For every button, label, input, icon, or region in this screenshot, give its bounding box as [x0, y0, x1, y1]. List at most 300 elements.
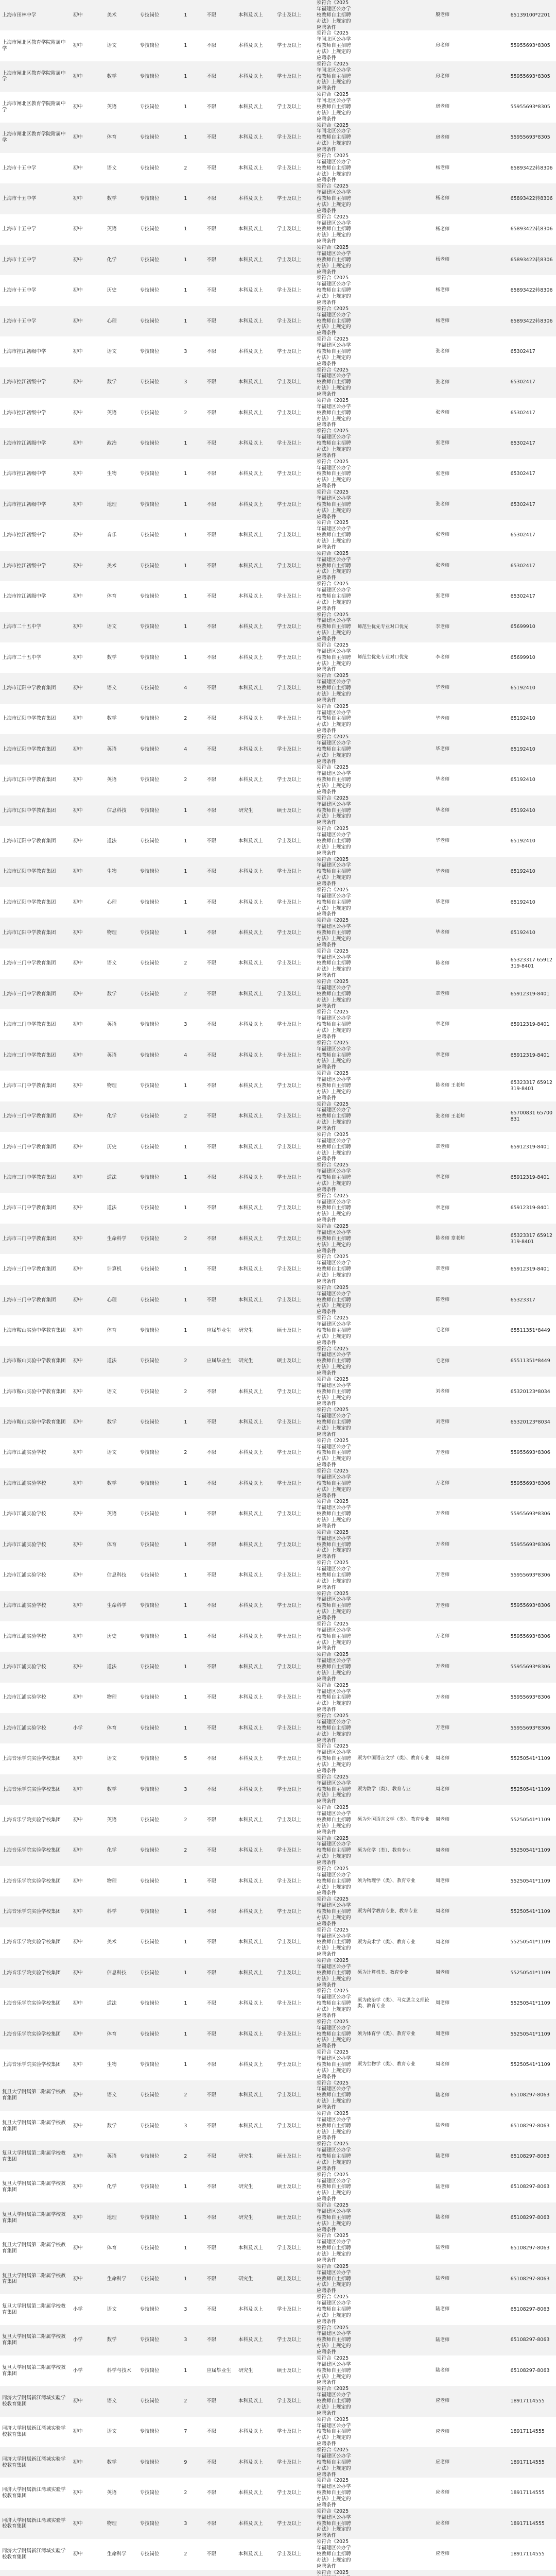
cell-stage: 初中: [71, 795, 105, 826]
cell-contact: 65511351*8449: [508, 1346, 556, 1377]
cell-requirement: [355, 673, 433, 703]
table-row: [0, 92, 556, 122]
cell-age: 不限: [204, 1927, 236, 1958]
cell-requirement: [355, 1530, 433, 1560]
cell-post_type: 专技岗位: [138, 979, 182, 1009]
cell-count: 2: [182, 979, 204, 1009]
cell-contact: 65192410: [508, 673, 556, 703]
cell-count: 1: [182, 1071, 204, 1101]
cell-school: 上海市十五中学: [0, 275, 71, 306]
cell-degree: 须符合《2025年福建区公办学校教师自主招聘办法》上规定的应聘条件: [315, 1652, 355, 1682]
cell-subject: 美术: [105, 551, 138, 581]
table-row: [0, 245, 556, 275]
cell-contact: 65893422转8306: [508, 153, 556, 183]
cell-school: 复旦大学附属第二附属学校教育集团: [0, 2202, 71, 2233]
table-row: [0, 795, 556, 826]
cell-other: 周老师: [433, 1988, 508, 2019]
cell-count: 1: [182, 1468, 204, 1499]
cell-education: 学士及以上: [275, 428, 315, 459]
table-row: [0, 857, 556, 887]
cell-contact: 65893422转8306: [508, 245, 556, 275]
cell-experience: 本科及以上: [236, 1621, 275, 1652]
cell-school: 复旦大学附属第二附属学校教育集团: [0, 2141, 71, 2172]
cell-education: 学士及以上: [275, 398, 315, 428]
cell-contact: 55955693*8306: [508, 1499, 556, 1529]
table-row: [0, 1377, 556, 1407]
cell-count: 3: [182, 336, 204, 367]
cell-education: 学士及以上: [275, 1560, 315, 1590]
cell-stage: 初中: [71, 979, 105, 1009]
cell-experience: 本科及以上: [236, 1040, 275, 1071]
cell-age: 不限: [204, 1560, 236, 1590]
cell-stage: 初中: [71, 1988, 105, 2019]
cell-age: 不限: [204, 2111, 236, 2141]
cell-post_type: 专技岗位: [138, 918, 182, 948]
cell-count: 2: [182, 2478, 204, 2508]
cell-degree: 须符合《2025年闸北区公办学校教师自主招聘办法》上规定的应聘条件: [315, 30, 355, 61]
cell-experience: 本科及以上: [236, 1774, 275, 1805]
cell-other: 刘老师: [433, 1407, 508, 1437]
cell-subject: 语文: [105, 1377, 138, 1407]
cell-stage: 初中: [71, 1254, 105, 1284]
cell-education: 学士及以上: [275, 367, 315, 398]
cell-subject: 数学: [105, 704, 138, 734]
table-row: [0, 1652, 556, 1682]
cell-education: 学士及以上: [275, 1958, 315, 1988]
cell-school: 上海市江浦实验学校: [0, 1530, 71, 1560]
cell-contact: 65699910: [508, 642, 556, 673]
table-row: [0, 1866, 556, 1896]
cell-post_type: 专技岗位: [138, 1836, 182, 1866]
cell-contact: 55250541*1109: [508, 2019, 556, 2049]
cell-school: 同济大学附属新江湾城实验学校教育集团: [0, 2386, 71, 2416]
cell-experience: [236, 2570, 275, 2576]
cell-degree: 须符合《2025年福建区公办学校教师自主招聘办法》上规定的应聘条件: [315, 2233, 355, 2263]
cell-experience: 本科及以上: [236, 1713, 275, 1743]
cell-subject: 语文: [105, 612, 138, 642]
cell-education: 学士及以上: [275, 918, 315, 948]
cell-stage: 初中: [71, 2478, 105, 2508]
cell-age: 不限: [204, 887, 236, 918]
cell-education: 学士及以上: [275, 1377, 315, 1407]
cell-experience: 本科及以上: [236, 2111, 275, 2141]
cell-requirement: [355, 948, 433, 979]
cell-school: 上海市辽阳中学教育集团: [0, 918, 71, 948]
cell-education: 学士及以上: [275, 1040, 315, 1071]
cell-other: 万老师: [433, 1499, 508, 1529]
cell-contact: 18917114555: [508, 2386, 556, 2416]
cell-subject: 语文: [105, 2417, 138, 2447]
cell-degree: 须符合《2025年福建区公办学校教师自主招聘办法》上规定的应聘条件: [315, 765, 355, 795]
cell-degree: 须符合《2025年福建区公办学校教师自主招聘办法》上规定的应聘条件: [315, 1224, 355, 1254]
cell-subject: 物理: [105, 1683, 138, 1713]
cell-school: 复旦大学附属第二附属学校教育集团: [0, 2172, 71, 2202]
cell-post_type: 专技岗位: [138, 1927, 182, 1958]
cell-age: 不限: [204, 1866, 236, 1896]
cell-stage: 初中: [71, 1836, 105, 1866]
cell-education: 学士及以上: [275, 2509, 315, 2539]
cell-other: 毕老师: [433, 857, 508, 887]
table-row: [0, 1040, 556, 1071]
cell-age: 不限: [204, 979, 236, 1009]
cell-degree: 须符合《2025年福建区公办学校教师自主招聘办法》上规定的应聘条件: [315, 1162, 355, 1193]
cell-experience: 本科及以上: [236, 520, 275, 550]
cell-degree: 须符合《2025年福建区公办学校教师自主招聘办法》上规定的应聘条件: [315, 1377, 355, 1407]
table-row: [0, 887, 556, 918]
table-row: [0, 2417, 556, 2447]
cell-education: 学士及以上: [275, 612, 315, 642]
cell-subject: 政治: [105, 428, 138, 459]
table-row: [0, 428, 556, 459]
cell-experience: 本科及以上: [236, 1071, 275, 1101]
cell-subject: 数学: [105, 2111, 138, 2141]
cell-experience: 本科及以上: [236, 765, 275, 795]
cell-subject: 体育: [105, 2233, 138, 2263]
cell-count: 3: [182, 1774, 204, 1805]
cell-school: 上海市江浦实验学校: [0, 1438, 71, 1468]
cell-contact: 65893422转8306: [508, 275, 556, 306]
cell-contact: 55955693*8306: [508, 1621, 556, 1652]
cell-count: 2: [182, 153, 204, 183]
cell-degree: 须符合《2025年福建区公办学校教师自主招聘办法》上规定的应聘条件: [315, 2355, 355, 2386]
cell-contact: 55955693*8306: [508, 1560, 556, 1590]
table-row: [0, 2172, 556, 2202]
cell-count: [182, 2570, 204, 2576]
cell-requirement: [355, 2172, 433, 2202]
cell-school: 上海音乐学院实验学校集团: [0, 1896, 71, 1927]
cell-experience: 本科及以上: [236, 1805, 275, 1835]
cell-degree: 须符合《2025年福建区公办学校教师自主招聘办法》上规定的应聘条件: [315, 581, 355, 612]
cell-other: 毕老师: [433, 795, 508, 826]
cell-post_type: 专技岗位: [138, 2019, 182, 2049]
cell-post_type: 专技岗位: [138, 2202, 182, 2233]
cell-school: 上海市闸北区教育学院附属中学: [0, 61, 71, 92]
cell-requirement: [355, 336, 433, 367]
cell-stage: 初中: [71, 1468, 105, 1499]
cell-degree: 须符合《2025年福建区公办学校教师自主招聘办法》上规定的应聘条件: [315, 1040, 355, 1071]
cell-count: 2: [182, 2386, 204, 2416]
cell-school: 上海市三门中学教育集团: [0, 948, 71, 979]
cell-degree: 须符合《2025年福建区公办学校教师自主招聘办法》上规定的应聘条件: [315, 887, 355, 918]
table-row: [0, 275, 556, 306]
cell-degree: 须符合《2025年福建区公办学校教师自主招聘办法》上规定的应聘条件: [315, 918, 355, 948]
cell-count: 1: [182, 306, 204, 336]
cell-count: 4: [182, 673, 204, 703]
cell-subject: 化学: [105, 1101, 138, 1132]
cell-other: 万老师: [433, 1652, 508, 1682]
cell-subject: 体育: [105, 2019, 138, 2049]
cell-contact: 65108297-8063: [508, 2264, 556, 2294]
cell-degree: 须符合《2025年福建区公办学校教师自主招聘办法》上规定的应聘条件: [315, 1591, 355, 1621]
cell-education: 学士及以上: [275, 1866, 315, 1896]
cell-count: 1: [182, 2202, 204, 2233]
cell-subject: 生物: [105, 2049, 138, 2080]
cell-experience: 本科及以上: [236, 2233, 275, 2263]
cell-age: 不限: [204, 2141, 236, 2172]
cell-contact: 65302417: [508, 489, 556, 520]
cell-education: 学士及以上: [275, 551, 315, 581]
cell-count: 3: [182, 2111, 204, 2141]
cell-age: 不限: [204, 1836, 236, 1866]
cell-education: 学士及以上: [275, 2049, 315, 2080]
cell-education: 学士及以上: [275, 948, 315, 979]
cell-age: 不限: [204, 2478, 236, 2508]
cell-age: 不限: [204, 2172, 236, 2202]
cell-experience: 本科及以上: [236, 153, 275, 183]
cell-count: 1: [182, 1254, 204, 1284]
cell-requirement: [355, 306, 433, 336]
cell-degree: 须符合《2025年福建区公办学校教师自主招聘办法》上规定的应聘条件: [315, 2325, 355, 2355]
cell-school: 上海音乐学院实验学校集团: [0, 1805, 71, 1835]
cell-experience: 本科及以上: [236, 2478, 275, 2508]
cell-experience: 本科及以上: [236, 1132, 275, 1162]
cell-age: 不限: [204, 1254, 236, 1284]
cell-age: 不限: [204, 183, 236, 214]
cell-other: 陈老师 章老师: [433, 1224, 508, 1254]
cell-contact: 65323317 65912319-8401: [508, 1071, 556, 1101]
cell-experience: 本科及以上: [236, 214, 275, 245]
cell-count: 1: [182, 2019, 204, 2049]
cell-requirement: [355, 1468, 433, 1499]
cell-age: 不限: [204, 2386, 236, 2416]
cell-degree: 须符合《2025年福建区公办学校教师自主招聘办法》上规定的应聘条件: [315, 1071, 355, 1101]
cell-other: 陈老师 王老师: [433, 1071, 508, 1101]
cell-education: 学士及以上: [275, 1836, 315, 1866]
cell-other: 陆老师: [433, 2080, 508, 2111]
cell-degree: 须符合《2025年福建区公办学校教师自主招聘办法》上规定的应聘条件: [315, 398, 355, 428]
cell-count: 2: [182, 704, 204, 734]
table-row: [0, 1805, 556, 1835]
cell-stage: 初中: [71, 918, 105, 948]
cell-post_type: 专技岗位: [138, 2049, 182, 2080]
cell-degree: 须符合《2025年福建区公办学校教师自主招聘办法》上规定的应聘条件: [315, 1774, 355, 1805]
cell-subject: 历史: [105, 275, 138, 306]
cell-other: 章老师: [433, 1193, 508, 1224]
cell-post_type: 专技岗位: [138, 1468, 182, 1499]
cell-count: 1: [182, 1560, 204, 1590]
cell-post_type: 专技岗位: [138, 1591, 182, 1621]
cell-school: 上海市辽阳中学教育集团: [0, 795, 71, 826]
cell-education: 学士及以上: [275, 153, 315, 183]
cell-contact: 65108297-8063: [508, 2355, 556, 2386]
cell-requirement: 须为物理学（类）、教育专业: [355, 1866, 433, 1896]
table-row: [0, 1560, 556, 1590]
cell-other: 陆老师: [433, 2325, 508, 2355]
cell-degree: 须符合《2025年福建区公办学校教师自主招聘办法》上规定的应聘条件: [315, 1958, 355, 1988]
cell-school: 上海市二十五中学: [0, 642, 71, 673]
cell-contact: 65192410: [508, 918, 556, 948]
cell-contact: 65912319-8401: [508, 1193, 556, 1224]
cell-education: 学士及以上: [275, 1285, 315, 1315]
table-row: [0, 1315, 556, 1346]
cell-education: 学士及以上: [275, 1621, 315, 1652]
cell-school: 上海市闸北区教育学院附属中学: [0, 92, 71, 122]
cell-post_type: 专技岗位: [138, 1009, 182, 1040]
cell-requirement: [355, 1713, 433, 1743]
cell-education: 学士及以上: [275, 673, 315, 703]
cell-degree: 须符合《2025年福建区公办学校教师自主招聘办法》上规定的应聘条件: [315, 2080, 355, 2111]
cell-degree: 须符合《2025: [315, 2570, 355, 2576]
cell-other: 张老师: [433, 367, 508, 398]
cell-experience: 本科及以上: [236, 1652, 275, 1682]
cell-post_type: 专技岗位: [138, 2141, 182, 2172]
cell-experience: 本科及以上: [236, 704, 275, 734]
cell-count: 1: [182, 826, 204, 856]
cell-school: 上海市辽阳中学教育集团: [0, 704, 71, 734]
cell-degree: 须符合《2025年福建区公办学校教师自主招聘办法》上规定的应聘条件: [315, 2172, 355, 2202]
table-row: [0, 1683, 556, 1713]
cell-school: 上海市三门中学教育集团: [0, 1040, 71, 1071]
cell-count: 1: [182, 1591, 204, 1621]
cell-age: 不限: [204, 1009, 236, 1040]
cell-stage: 初中: [71, 1958, 105, 1988]
cell-post_type: 专技岗位: [138, 92, 182, 122]
cell-education: 硕士及以上: [275, 1346, 315, 1377]
cell-count: 1: [182, 581, 204, 612]
cell-degree: 须符合《2025年闸北区公办学校教师自主招聘办法》上规定的应聘条件: [315, 123, 355, 153]
cell-count: 1: [182, 1866, 204, 1896]
cell-subject: 语文: [105, 336, 138, 367]
cell-experience: 研究生: [236, 2172, 275, 2202]
table-row: [0, 765, 556, 795]
cell-count: 1: [182, 1652, 204, 1682]
cell-school: 上海市控江初级中学: [0, 581, 71, 612]
cell-other: 张老师: [433, 551, 508, 581]
cell-experience: 本科及以上: [236, 551, 275, 581]
table-row: [0, 1896, 556, 1927]
cell-post_type: 专技岗位: [138, 1377, 182, 1407]
cell-experience: 本科及以上: [236, 1743, 275, 1774]
table-row: [0, 2233, 556, 2263]
cell-contact: 18917114555: [508, 2509, 556, 2539]
cell-other: 陆老师: [433, 2294, 508, 2325]
cell-post_type: 专技岗位: [138, 0, 182, 30]
cell-age: 不限: [204, 1101, 236, 1132]
cell-age: 不限: [204, 2509, 236, 2539]
cell-stage: 初中: [71, 1162, 105, 1193]
cell-other: 周老师: [433, 2049, 508, 2080]
cell-experience: 本科及以上: [236, 1836, 275, 1866]
cell-experience: 研究生: [236, 2264, 275, 2294]
cell-stage: 初中: [71, 428, 105, 459]
cell-subject: 语文: [105, 153, 138, 183]
cell-stage: 初中: [71, 1499, 105, 1529]
cell-stage: 小学: [71, 2294, 105, 2325]
cell-count: 1: [182, 2264, 204, 2294]
table-row: [0, 1927, 556, 1958]
cell-count: 4: [182, 734, 204, 765]
cell-requirement: [355, 1315, 433, 1346]
cell-requirement: 师范生优先专业对口优先: [355, 642, 433, 673]
cell-contact: 55955693*8305: [508, 123, 556, 153]
cell-contact: 65912319-8401: [508, 1254, 556, 1284]
cell-contact: 65912319-8401: [508, 1132, 556, 1162]
cell-other: 毕老师: [433, 918, 508, 948]
cell-subject: 语文: [105, 948, 138, 979]
cell-other: 张老师: [433, 398, 508, 428]
cell-experience: 本科及以上: [236, 1009, 275, 1040]
cell-contact: 55250541*1109: [508, 1866, 556, 1896]
cell-degree: 须符合《2025年福建区公办学校教师自主招聘办法》上规定的应聘条件: [315, 2264, 355, 2294]
table-row: [0, 1988, 556, 2019]
cell-stage: 初中: [71, 2202, 105, 2233]
cell-education: 硕士及以上: [275, 2141, 315, 2172]
cell-requirement: [355, 1377, 433, 1407]
cell-other: 杨老师: [433, 245, 508, 275]
cell-requirement: [355, 2417, 433, 2447]
cell-school: 上海市江浦实验学校: [0, 1713, 71, 1743]
cell-post_type: 专技岗位: [138, 2111, 182, 2141]
table-row: [0, 979, 556, 1009]
cell-age: 不限: [204, 734, 236, 765]
cell-post_type: 专技岗位: [138, 2264, 182, 2294]
cell-subject: 物理: [105, 1866, 138, 1896]
cell-experience: 本科及以上: [236, 336, 275, 367]
cell-stage: 小学: [71, 2355, 105, 2386]
cell-age: 不限: [204, 123, 236, 153]
cell-school: 上海市三门中学教育集团: [0, 1071, 71, 1101]
cell-education: 学士及以上: [275, 2417, 315, 2447]
cell-school: 上海市十五中学: [0, 153, 71, 183]
cell-post_type: 专技岗位: [138, 1683, 182, 1713]
cell-contact: 55250541*1109: [508, 1927, 556, 1958]
cell-stage: 初中: [71, 948, 105, 979]
table-row: [0, 2478, 556, 2508]
table-row: [0, 551, 556, 581]
cell-contact: 65108297-8063: [508, 2172, 556, 2202]
cell-count: 1: [182, 1162, 204, 1193]
cell-requirement: [355, 551, 433, 581]
cell-stage: 初中: [71, 1683, 105, 1713]
cell-age: 不限: [204, 581, 236, 612]
cell-requirement: [355, 857, 433, 887]
cell-count: 5: [182, 1743, 204, 1774]
cell-school: 同济大学附属新江湾城实验学校教育集团: [0, 2539, 71, 2569]
cell-education: 学士及以上: [275, 1193, 315, 1224]
cell-age: 不限: [204, 2019, 236, 2049]
cell-age: 不限: [204, 1805, 236, 1835]
cell-count: 1: [182, 1315, 204, 1346]
cell-experience: 本科及以上: [236, 857, 275, 887]
cell-subject: 信息科技: [105, 1958, 138, 1988]
cell-school: 上海市三门中学教育集团: [0, 1162, 71, 1193]
cell-experience: 本科及以上: [236, 734, 275, 765]
cell-school: 复旦大学附属第二附属学校教育集团: [0, 2233, 71, 2263]
cell-education: 学士及以上: [275, 1591, 315, 1621]
cell-stage: 初中: [71, 1866, 105, 1896]
cell-school: 上海市江浦实验学校: [0, 1652, 71, 1682]
cell-contact: 65302417: [508, 520, 556, 550]
table-row: [0, 1468, 556, 1499]
cell-experience: 本科及以上: [236, 1530, 275, 1560]
cell-education: 学士及以上: [275, 30, 315, 61]
cell-other: 应老师: [433, 2509, 508, 2539]
cell-other: 万老师: [433, 1438, 508, 1468]
cell-age: 不限: [204, 612, 236, 642]
cell-experience: 本科及以上: [236, 367, 275, 398]
cell-age: 不限: [204, 1132, 236, 1162]
cell-school: 上海市控江初级中学: [0, 367, 71, 398]
cell-age: 不限: [204, 2233, 236, 2263]
cell-contact: 55955693*8306: [508, 1468, 556, 1499]
cell-degree: 须符合《2025年福建区公办学校教师自主招聘办法》上规定的应聘条件: [315, 1805, 355, 1835]
cell-degree: 须符合《2025年福建区公办学校教师自主招聘办法》上规定的应聘条件: [315, 489, 355, 520]
cell-other: 李老师: [433, 642, 508, 673]
cell-degree: 须符合《2025年福建区公办学校教师自主招聘办法》上规定的应聘条件: [315, 2478, 355, 2508]
cell-post_type: 专技岗位: [138, 459, 182, 489]
cell-education: 硕士及以上: [275, 2172, 315, 2202]
cell-post_type: 专技岗位: [138, 123, 182, 153]
